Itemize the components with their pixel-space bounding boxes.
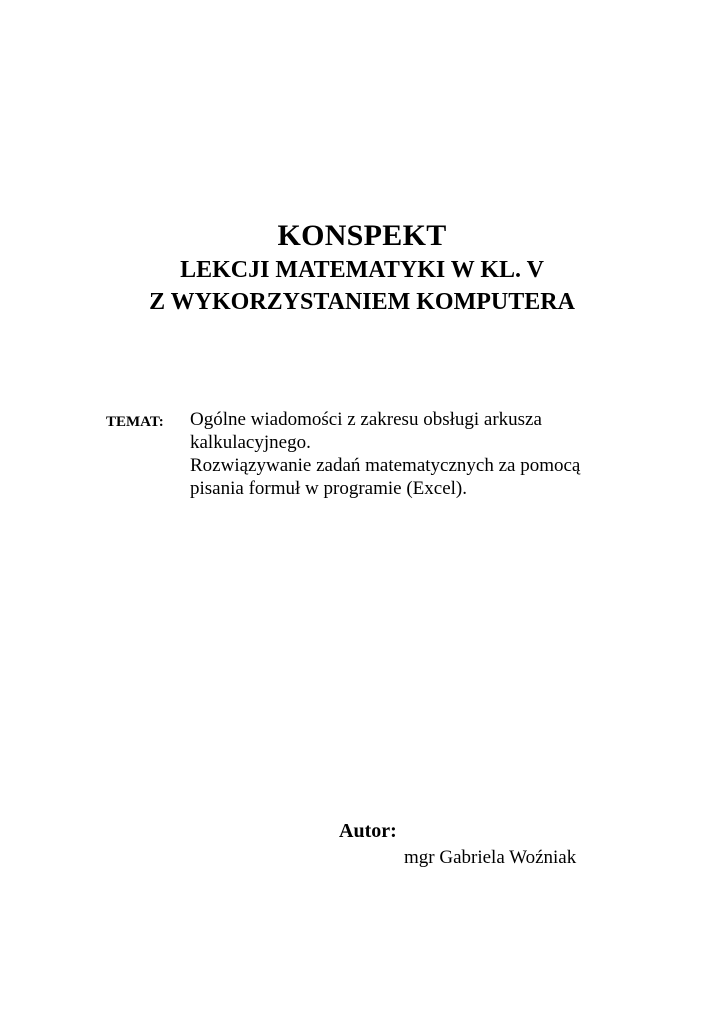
subtitle-line-2: Z WYKORZYSTANIEM KOMPUTERA [149,289,575,315]
subtitle-line-1: LEKCJI MATEMATYKI W KL. V [180,257,544,283]
topic-line-1: Ogólne wiadomości z zakresu obsługi arkusza [190,409,542,430]
topic-line-2: kalkulacyjnego. [190,432,311,453]
topic-text [190,408,660,500]
topic-line-4: pisania formuł w programie (Excel). [190,478,467,499]
topic-label: TEMAT: [106,414,164,430]
author-label: Autor: [339,820,397,842]
document-title: KONSPEKT [277,219,447,252]
title-block [0,218,724,318]
topic-line-3: Rozwiązywanie zadań matematycznych za pomocą [190,455,581,476]
author-name: mgr Gabriela Woźniak [404,847,577,868]
